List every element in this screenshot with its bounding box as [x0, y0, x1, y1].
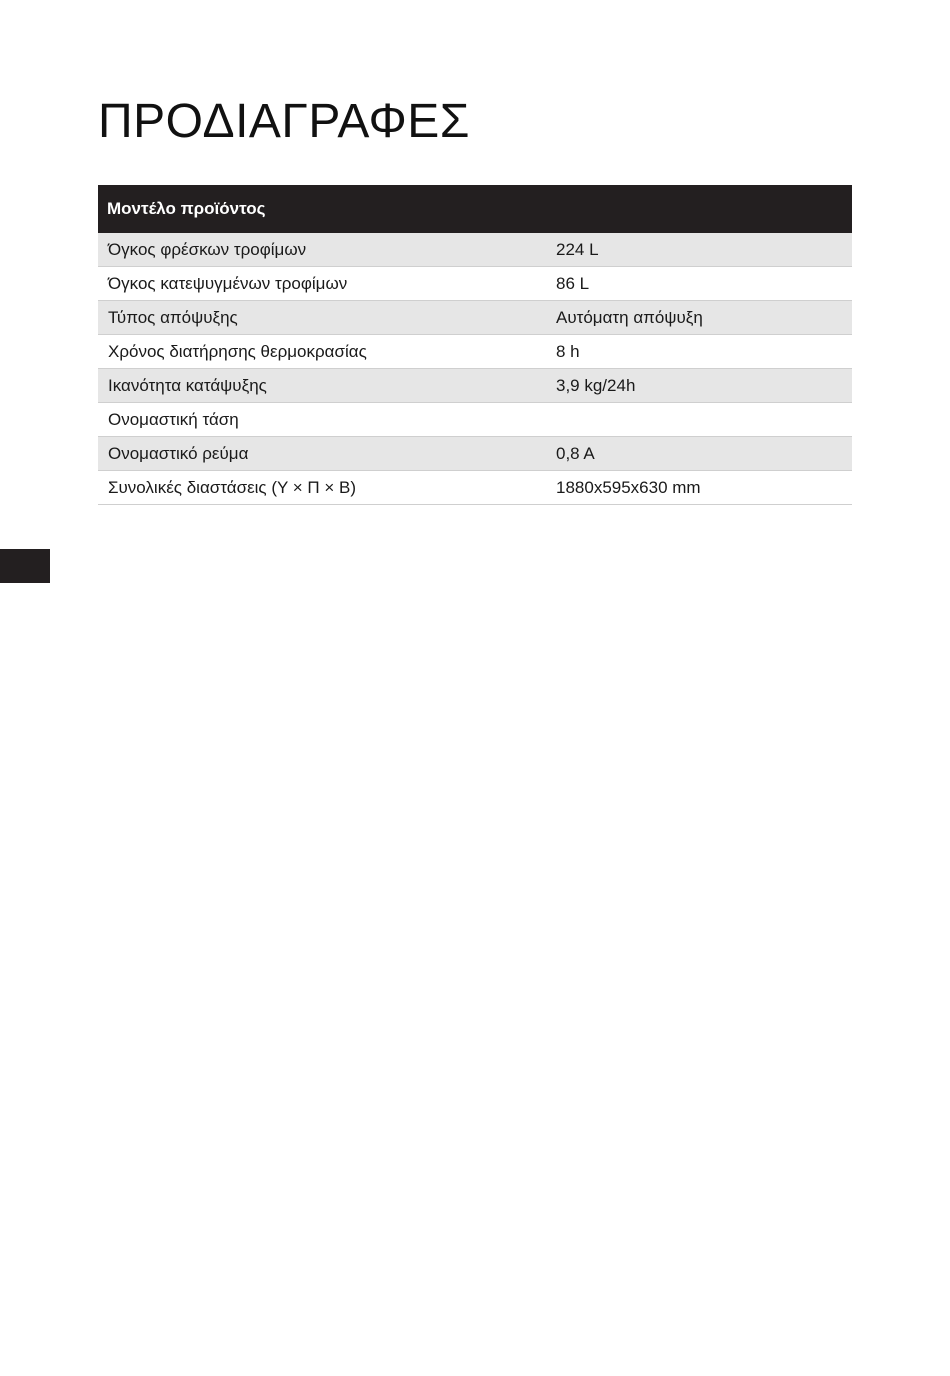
- spec-value: 224 L: [546, 233, 852, 267]
- table-header-row: [98, 185, 852, 233]
- spec-value: Αυτόματη απόψυξη: [546, 301, 852, 335]
- spec-label: Συνολικές διαστάσεις (Υ × Π × Β): [98, 471, 546, 505]
- spec-value: [546, 403, 852, 437]
- table-row: [98, 301, 852, 335]
- table-row: [98, 403, 852, 437]
- specifications-table: [98, 185, 852, 505]
- table-row: [98, 369, 852, 403]
- spec-label: Ονομαστικό ρεύμα: [98, 437, 546, 471]
- page-title: ΠΡΟΔΙΑΓΡΑΦΕΣ: [98, 95, 470, 148]
- spec-label: Όγκος φρέσκων τροφίμων: [98, 233, 546, 267]
- spec-label: Χρόνος διατήρησης θερμοκρασίας: [98, 335, 546, 369]
- spec-label: Τύπος απόψυξης: [98, 301, 546, 335]
- spec-label: Ικανότητα κατάψυξης: [98, 369, 546, 403]
- spec-value: 1880x595x630 mm: [546, 471, 852, 505]
- table-row: [98, 233, 852, 267]
- table-row: [98, 437, 852, 471]
- table-header-model: Μοντέλο προϊόντος: [98, 185, 852, 233]
- table-row: [98, 335, 852, 369]
- language-side-tab: [0, 549, 50, 583]
- table-row: [98, 471, 852, 505]
- spec-value: 3,9 kg/24h: [546, 369, 852, 403]
- spec-value: 86 L: [546, 267, 852, 301]
- spec-value: 8 h: [546, 335, 852, 369]
- spec-label: Ονομαστική τάση: [98, 403, 546, 437]
- spec-value: 0,8 A: [546, 437, 852, 471]
- table-row: [98, 267, 852, 301]
- spec-label: Όγκος κατεψυγμένων τροφίμων: [98, 267, 546, 301]
